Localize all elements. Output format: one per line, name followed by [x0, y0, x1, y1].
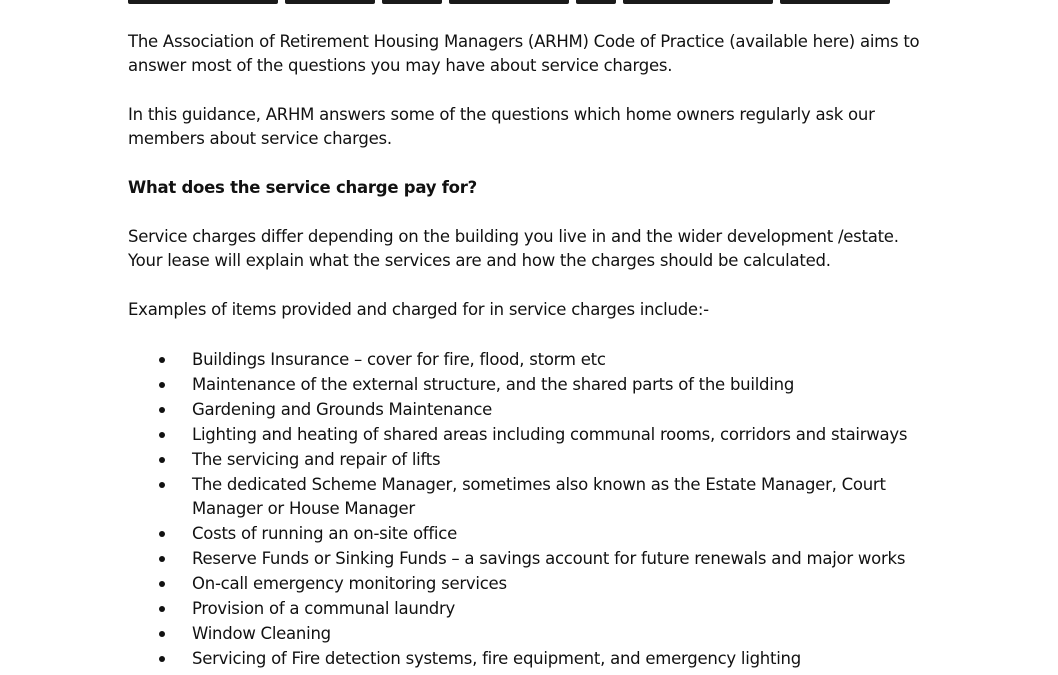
list-item — [128, 423, 948, 448]
section-paragraph — [128, 225, 948, 273]
list-intro: Examples of items provided and charged for in service charges include:- — [128, 300, 709, 319]
bullet-icon — [159, 357, 165, 363]
text-line: answer most of the questions you may have about service charges. — [128, 56, 673, 75]
text-line: Your lease will explain what the services are and how the charges should be calculated. — [128, 251, 831, 270]
list-item-text: Gardening and Grounds Maintenance — [192, 399, 493, 419]
list-item — [128, 398, 948, 423]
intro-paragraph-1 — [128, 30, 948, 78]
text-line: members about service charges. — [128, 129, 392, 148]
list-item — [128, 597, 948, 622]
bullet-icon — [159, 631, 165, 637]
intro-paragraph-2 — [128, 103, 948, 151]
list-item — [128, 373, 948, 398]
bullet-icon — [159, 556, 165, 562]
list-item-text: Servicing of Fire detection systems, fire equipment, and emergency lighting — [192, 648, 801, 668]
bullet-icon — [159, 482, 165, 488]
bullet-icon — [159, 656, 165, 662]
list-item-text: The servicing and repair of lifts — [192, 449, 441, 469]
section-heading: What does the service charge pay for? — [128, 178, 477, 197]
service-charge-items-list — [128, 348, 948, 672]
cropped-title-line — [128, 0, 928, 4]
list-item-text: On-call emergency monitoring services — [192, 574, 507, 594]
bullet-icon — [159, 382, 165, 388]
text-line: Service charges differ depending on the building you live in and the wider development /estate. — [128, 227, 899, 246]
list-item — [128, 647, 948, 672]
list-item — [128, 522, 948, 547]
document-body — [128, 30, 948, 671]
bullet-icon — [159, 407, 165, 413]
list-item-text: Lighting and heating of shared areas including communal rooms, corridors and stairways — [192, 424, 908, 444]
list-item-text: Provision of a communal laundry — [192, 599, 456, 619]
list-item — [128, 572, 948, 597]
text-line: In this guidance, ARHM answers some of the questions which home owners regularly ask our — [128, 105, 875, 124]
list-item — [128, 473, 948, 523]
bullet-icon — [159, 531, 165, 537]
bullet-icon — [159, 606, 165, 612]
list-item-text: Costs of running an on-site office — [192, 524, 457, 544]
list-item-text: Maintenance of the external structure, and the shared parts of the building — [192, 374, 795, 394]
list-item-text: Manager or House Manager — [192, 499, 415, 519]
list-item — [128, 547, 948, 572]
list-item-text: Buildings Insurance – cover for fire, flood, storm etc — [192, 350, 606, 369]
list-item-text: Window Cleaning — [192, 623, 331, 643]
bullet-icon — [159, 581, 165, 587]
list-item — [128, 348, 948, 373]
text-line: The Association of Retirement Housing Managers (ARHM) Code of Practice (available here) aims to — [128, 32, 920, 51]
list-item — [128, 622, 948, 647]
list-item-text: Reserve Funds or Sinking Funds – a savings account for future renewals and major works — [192, 549, 906, 569]
bullet-icon — [159, 457, 165, 463]
list-item-text: The dedicated Scheme Manager, sometimes also known as the Estate Manager, Court — [192, 474, 886, 494]
list-item — [128, 448, 948, 473]
bullet-icon — [159, 432, 165, 438]
